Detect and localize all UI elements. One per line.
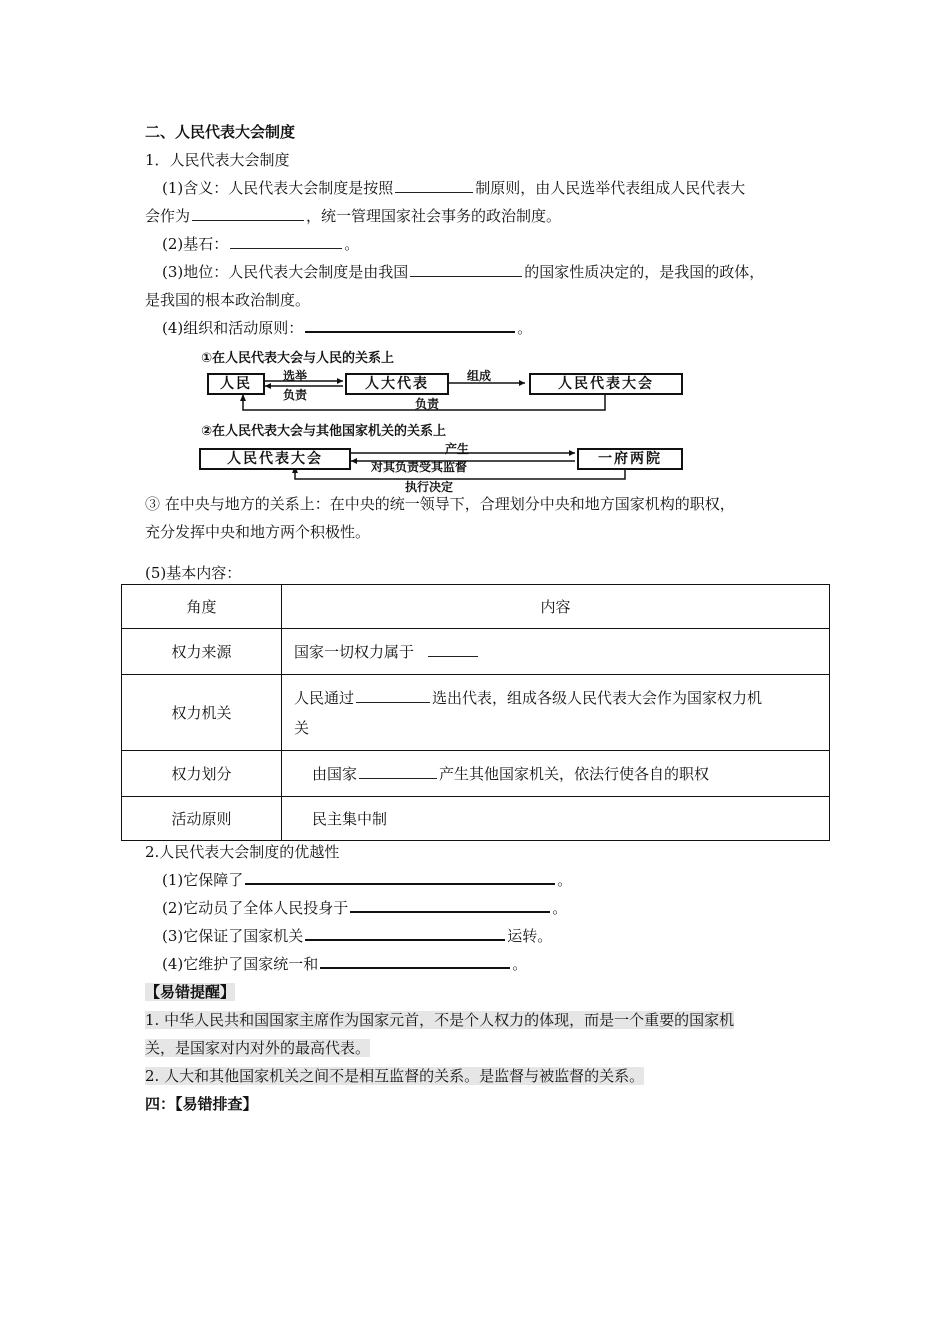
table-header-angle: 角度 <box>122 585 282 629</box>
label-responsible-1: 负责 <box>283 388 308 402</box>
label-responsible-2: 负责 <box>415 397 440 411</box>
box-npc-2: 人民代表大会 <box>199 448 351 470</box>
subsection-2-title: 2.人民代表大会制度的优越性 <box>145 843 340 861</box>
table-header-row <box>122 585 830 629</box>
table-row: 权力来源 国家一切权力属于 <box>122 629 830 675</box>
paragraph-meaning-line1: (1)含义：人民代表大会制度是按照 制原则，由人民选举代表组成人民代表大 <box>162 179 746 197</box>
fill-blank[interactable] <box>230 234 342 249</box>
fill-blank[interactable] <box>305 317 515 333</box>
reminder-1-line2: 关，是国家对内对外的最高代表。 <box>145 1039 371 1057</box>
subsection-1-title: 1．人民代表大会制度 <box>145 151 290 169</box>
diagram-title-2: ②在人民代表大会与其他国家机关的关系上 <box>201 424 447 439</box>
fill-blank[interactable] <box>245 869 555 885</box>
reminder-2: 2. 人大和其他国家机关之间不是相互监督的关系。是监督与被监督的关系。 <box>145 1067 645 1085</box>
fill-blank[interactable] <box>410 262 522 277</box>
fill-blank[interactable] <box>356 688 430 703</box>
paragraph-status-line1: (3)地位：人民代表大会制度是由我国 的国家性质决定的，是我国的政体， <box>162 263 765 281</box>
box-npc-1: 人民代表大会 <box>529 373 683 395</box>
advantage-2: (2)它动员了全体人民投身于 。 <box>162 899 568 917</box>
table-row: 权力机关 人民通过 选出代表，组成各级人民代表大会作为国家权力机 关 <box>122 675 830 751</box>
paragraph-foundation: (2)基石： 。 <box>162 235 360 253</box>
diagram-title-1: ①在人民代表大会与人民的关系上 <box>201 351 395 366</box>
label-form: 组成 <box>467 369 492 383</box>
label-responsible-supervised: 对其负责受其监督 <box>371 460 468 474</box>
fill-blank[interactable] <box>428 642 478 657</box>
content-table <box>121 584 830 841</box>
fill-blank[interactable] <box>359 764 437 779</box>
table-header-content: 内容 <box>282 585 830 629</box>
label-execute: 执行决定 <box>405 480 454 494</box>
table-row: 权力划分 由国家 产生其他国家机关，依法行使各自的职权 <box>122 751 830 797</box>
fill-blank[interactable] <box>192 206 304 221</box>
fill-blank[interactable] <box>305 925 505 941</box>
section-title: 二、人民代表大会制度 <box>145 123 296 141</box>
section-4-title: 四：【易错排查】 <box>145 1095 258 1113</box>
paragraph-principle: (4)组织和活动原则： 。 <box>162 319 533 337</box>
box-people: 人民 <box>207 373 265 395</box>
label-elect: 选举 <box>283 369 308 383</box>
paragraph-meaning-line2: 会作为 ，统一管理国家社会事务的政治制度。 <box>145 207 562 225</box>
advantage-3: (3)它保证了国家机关 运转。 <box>162 927 553 945</box>
paragraph-central-local-1: ③ 在中央与地方的关系上：在中央的统一领导下，合理划分中央和地方国家机构的职权， <box>145 495 735 513</box>
box-gov: 一府两院 <box>577 448 683 470</box>
label-produce: 产生 <box>445 442 470 456</box>
fill-blank[interactable] <box>320 953 510 969</box>
fill-blank[interactable] <box>350 897 550 913</box>
fill-blank[interactable] <box>395 178 473 193</box>
relationship-diagram <box>195 345 695 495</box>
reminder-1-line1: 1. 中华人民共和国国家主席作为国家元首，不是个人权力的体现，而是一个重要的国家机 <box>145 1011 735 1029</box>
box-deputies: 人大代表 <box>345 373 449 395</box>
paragraph-basic-content: (5)基本内容： <box>145 564 242 582</box>
table-row: 活动原则 民主集中制 <box>122 797 830 841</box>
advantage-4: (4)它维护了国家统一和 。 <box>162 955 528 973</box>
advantage-1: (1)它保障了 。 <box>162 871 573 889</box>
paragraph-central-local-2: 充分发挥中央和地方两个积极性。 <box>145 523 371 541</box>
paragraph-status-line2: 是我国的根本政治制度。 <box>145 291 311 309</box>
reminder-title: 【易错提醒】 <box>145 983 236 1001</box>
